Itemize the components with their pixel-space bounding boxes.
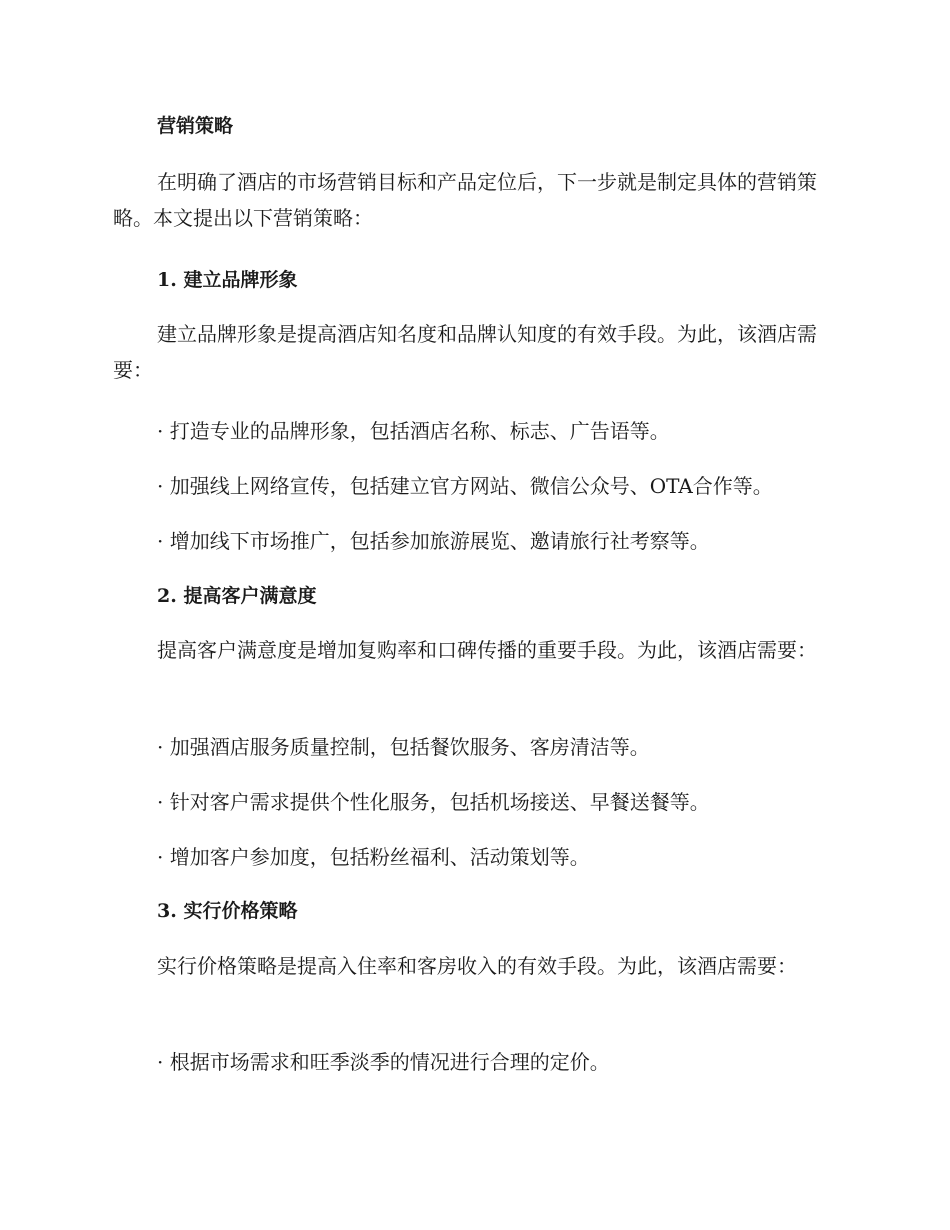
section-1-heading: 1. 建立品牌形象 (157, 269, 298, 291)
section-2-heading: 2. 提高客户满意度 (157, 585, 317, 607)
section-1-bullet-2: · 加强线上网络宣传，包括建立官方网站、微信公众号、OTA合作等。 (157, 474, 773, 498)
section-2-bullet-2: · 针对客户需求提供个性化服务，包括机场接送、早餐送餐等。 (157, 790, 710, 814)
section-2-bullet-3: · 增加客户参加度，包括粉丝福利、活动策划等。 (157, 845, 590, 869)
section-3-heading: 3. 实行价格策略 (157, 900, 298, 922)
section-2-paragraph: 提高客户满意度是增加复购率和口碑传播的重要手段。为此，该酒店需要： (157, 638, 817, 662)
section-2-bullet-1: · 加强酒店服务质量控制，包括餐饮服务、客房清洁等。 (157, 735, 650, 759)
section-1-bullet-1: · 打造专业的品牌形象，包括酒店名称、标志、广告语等。 (157, 419, 670, 443)
section-3-bullet-1: · 根据市场需求和旺季淡季的情况进行合理的定价。 (157, 1050, 610, 1074)
intro-paragraph: 在明确了酒店的市场营销目标和产品定位后，下一步就是制定具体的营销策略。本文提出以下营销策略： (113, 170, 817, 230)
section-1-bullet-3: · 增加线下市场推广，包括参加旅游展览、邀请旅行社考察等。 (157, 529, 710, 553)
document-title: 营销策略 (157, 115, 234, 137)
section-3-paragraph: 实行价格策略是提高入住率和客房收入的有效手段。为此，该酒店需要： (157, 954, 797, 978)
section-1-paragraph: 建立品牌形象是提高酒店知名度和品牌认知度的有效手段。为此，该酒店需要： (113, 322, 817, 382)
